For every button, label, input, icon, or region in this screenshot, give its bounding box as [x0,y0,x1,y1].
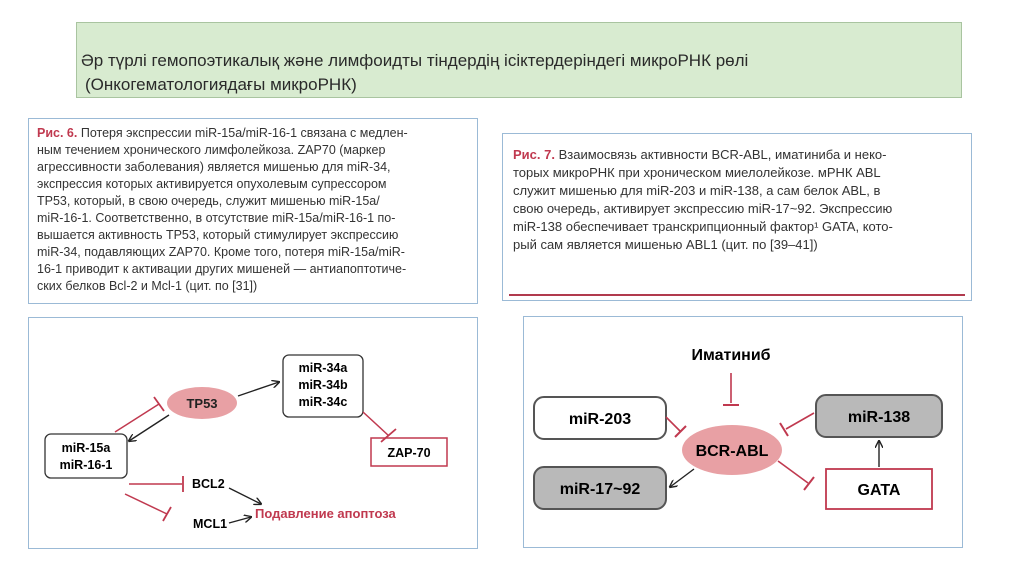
caption-fig6-line: TP53, который, в свою очередь, служит мишенью miR-15a/ [37,194,380,208]
mir16-label: miR-16-1 [59,458,113,472]
diagram-fig6 [28,317,478,549]
caption-fig6-line: miR-34, подавляющих ZAP70. Кроме того, потеря miR-15a/miR- [37,245,405,259]
inhibit-mir138-bcr [786,413,814,429]
arrow-mcl1-apoptosis [229,517,251,523]
inhibit-mir15-tp53 [115,404,159,432]
caption-fig6-line: экспрессия которых активируется опухолевым супрессором [37,177,387,191]
caption-fig7-rule [509,294,965,296]
diagram-fig6-svg [29,318,477,548]
title-line-1: Әр түрлі гемопоэтикалық және лимфоидты тіндердің ісіктердеріндегі микроРНК рөлі [81,51,749,70]
mir34b-label: miR-34b [298,378,348,392]
caption-fig7-line: служит мишенью для miR-203 и miR-138, а сам белок ABL, в [513,183,881,198]
caption-fig7-line: Рис. 7. Взаимосвязь активности BCR-ABL, иматиниба и неко- [513,147,887,162]
title-line-2: (Онкогематологиядағы микроРНК) [85,75,357,94]
caption-fig6-line: ным течением хронического лимфолейкоза. ZAP70 (маркер [37,143,386,157]
arrow-bcl2-apoptosis [229,488,261,504]
tp53-label: TP53 [186,396,218,411]
caption-fig6-line: вышается активность TP53, который стимулирует экспрессию [37,228,399,242]
mcl1-label: MCL1 [193,517,228,531]
slide-title [76,22,962,98]
zap70-label: ZAP-70 [387,446,431,460]
inhibit-bar-mir138 [780,423,788,436]
caption-fig6-line: miR-16-1. Соответственно, в отсутствие miR-15a/miR-16-1 по- [37,211,396,225]
caption-fig6-line: 16-1 приводит к активации других мишеней — антиапоптотиче- [37,262,407,276]
gata-label: GATA [857,482,901,499]
caption-fig7-line: свою очередь, активирует экспрессию miR-17~92. Экспрессию [513,201,893,216]
caption-fig7-line: торых микроРНК при хроническом миелолейкозе. мРНК ABL [513,165,881,180]
inhibit-mir15-mcl1 [125,494,167,514]
arrow-tp53-mir34 [238,382,279,396]
inhibit-bcr-gata [778,461,808,483]
mir34c-label: miR-34c [298,395,348,409]
caption-fig6-label: Рис. 6. [37,126,78,140]
caption-fig7 [502,133,972,301]
bcr-abl-label: BCR-ABL [695,443,769,460]
inhibit-bar-gata [804,477,814,490]
mir15a-label: miR-15a [61,441,111,455]
imatinib-label: Иматиниб [691,347,771,364]
inhibit-bar-mcl1 [163,507,171,521]
caption-fig6 [28,118,478,304]
inhibit-mir203-bcr [666,417,680,431]
bcl2-label: BCL2 [192,477,225,491]
mir203-label: miR-203 [568,411,632,428]
diagram-fig7 [523,316,963,548]
mir138-label: miR-138 [847,409,911,426]
mir34a-label: miR-34a [298,361,348,375]
apoptosis-label: Подавление апоптоза [255,506,396,521]
inhibit-mir34-zap70 [363,412,389,436]
caption-fig6-line: ских белков Bcl-2 и Mcl-1 (цит. по [31]) [37,279,258,293]
diagram-fig7-svg [524,317,962,547]
mir1792-label: miR-17~92 [559,481,641,498]
inhibit-bar-tp53 [154,397,164,411]
caption-fig7-label: Рис. 7. [513,147,555,162]
caption-fig6-line: агрессивности заболевания) является мишенью для miR-34, [37,160,391,174]
arrow-bcr-mir1792 [670,469,694,487]
caption-fig7-line: miR-138 обеспечивает транскрипционный фактор¹ GATA, кото- [513,219,893,234]
caption-fig6-line: Рис. 6. Потеря экспрессии miR-15a/miR-16-1 связана с медлен- [37,126,408,140]
caption-fig7-line: рый сам является мишенью ABL1 (цит. по [39–41]) [513,237,818,252]
